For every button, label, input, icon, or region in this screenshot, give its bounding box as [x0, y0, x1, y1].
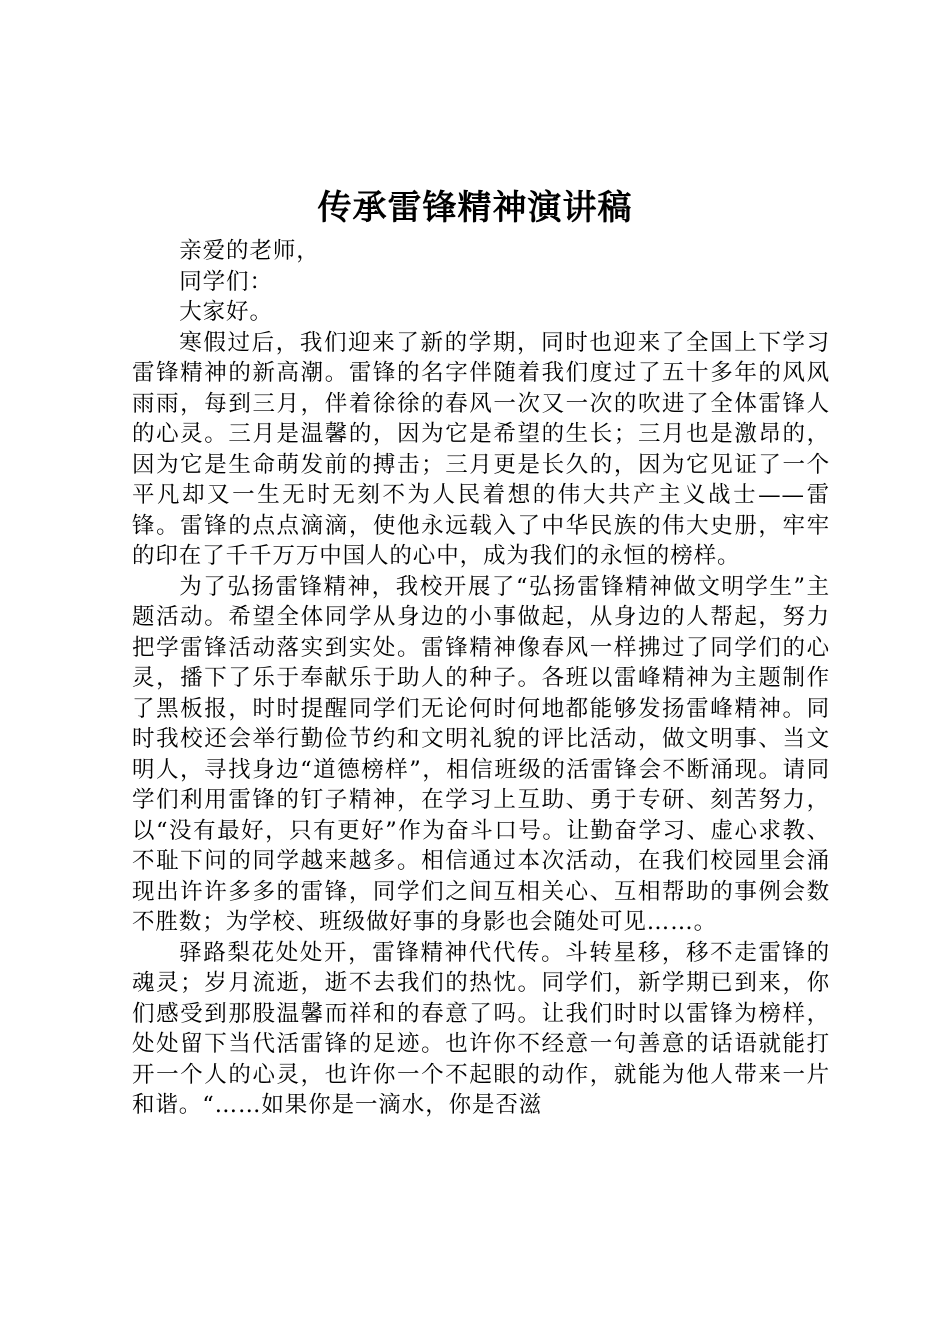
salutation-line: 同学们：: [179, 268, 273, 295]
body-paragraph: 寒假过后，我们迎来了新的学期，同时也迎来了全国上下学习雷锋精神的新高潮。雷锋的名字伴随着我们度过了五十多年的风风雨雨，每到三月，伴着徐徐的春风一次又一次的吹进了全体雷锋人的心灵。三月是温馨的，因为它是希望的生长；三月也是激昂的，因为它是生命萌发前的搏击；三月更是长久的，因为它见证了一个平凡却又一生无时无刻不为人民着想的伟大共产主义战士——雷锋。雷锋的点点滴滴，使他永远载入了中华民族的伟大史册，牢牢的印在了千千万万中国人的心中，成为我们的永恒的榜样。: [132, 329, 830, 569]
salutation-line: 亲爱的老师，: [179, 238, 320, 264]
document-body: [132, 236, 830, 1121]
body-paragraph: 为了弘扬雷锋精神，我校开展了“弘扬雷锋精神做文明学生”主题活动。希望全体同学从身边的小事做起，从身边的人帮起，努力把学雷锋活动落实到实处。雷锋精神像春风一样拂过了同学们的心灵，播下了乐于奉献乐于助人的种子。各班以雷峰精神为主题制作了黑板报，时时提醒同学们无论何时何地都能够发扬雷峰精神。同时我校还会举行勤俭节约和文明礼貌的评比活动，做文明事、当文明人，寻找身边“道德榜样”，相信班级的活雷锋会不断涌现。请同学们利用雷锋的钉子精神，在学习上互助、勇于专研、刻苦努力，以“没有最好，只有更好”作为奋斗口号。让勤奋学习、虚心求教、不耻下问的同学越来越多。相信通过本次活动，在我们校园里会涌现出许许多多的雷锋，同学们之间互相关心、互相帮助的事例会数不胜数；为学校、班级做好事的身影也会随处可见……。: [132, 573, 830, 935]
body-paragraph: 驿路梨花处处开，雷锋精神代代传。斗转星移，移不走雷锋的魂灵；岁月流逝，逝不去我们的热忱。同学们，新学期已到来，你们感受到那股温馨而祥和的春意了吗。让我们时时以雷锋为榜样，处处留下当代活雷锋的足迹。也许你不经意一句善意的话语就能打开一个人的心灵，也许你一个不起眼的动作，就能为他人带来一片和谐。“……如果你是一滴水，你是否滋: [132, 939, 830, 1118]
greeting-line: 大家好。: [179, 299, 273, 325]
document-title: 传承雷锋精神演讲稿: [317, 188, 633, 228]
